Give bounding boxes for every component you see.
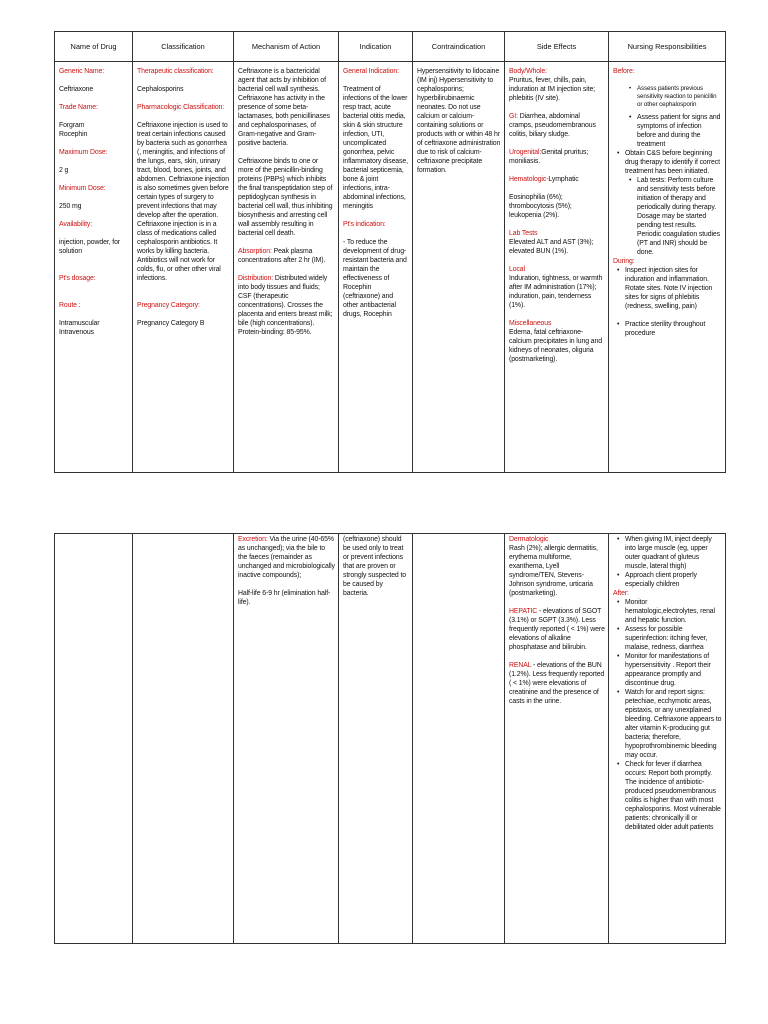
before-label: Before:: [613, 68, 635, 75]
during-list: [613, 266, 722, 338]
moa-paragraph-1: Ceftriaxone is a bactericidal agent that acts by inhibition of bacterial cell wall synthesis. Ceftriaxone has activity in the presence of some beta-lactamases, both penicillinases and cephalosporinases, of Gram-negative and Gram-positive bacteria.: [238, 68, 330, 147]
dermatologic-text: Rash (2%); allergic dermatitis, erythema multiforme, exanthema, Lyell syndrome/TEN, Stevens-Johnson syndrome, urticaria (postmarketing).: [509, 545, 598, 597]
hematologic-label: Hematologic-: [509, 176, 549, 183]
absorption-text: Peak plasma concentrations after 2 hr (IM).: [238, 248, 326, 264]
cell-contraindication: [413, 62, 505, 473]
route-value: Intramuscular Intravenous: [59, 320, 100, 336]
renal-text: - elevations of the BUN (1.2%). Less frequently reported ( < 1%) were elevations of creatinine and the presence of casts in the urine.: [509, 662, 605, 705]
pt-indication-text-cont: (ceftriaxone) should be used only to treat or prevent infections that are proven or strongly suspected to be caused by bacteria.: [343, 536, 407, 597]
lab-tests-label: Lab Tests: [509, 230, 538, 237]
trade-name-value-1: Forgram: [59, 122, 85, 129]
content-row-continued: [55, 534, 726, 944]
gi-effects: [509, 112, 605, 139]
list-item: • Watch for and report signs: petechiae, ecchymotic areas, epistaxis, or any unexplained bleeding. Ceftriaxone appears to alter vitamin K-producing gut bacteria; therefore, hypoprothrombinemic bleeding may occur.: [625, 688, 722, 760]
gi-label: GI:: [509, 113, 518, 120]
hepatic-label: HEPATIC: [509, 608, 538, 615]
hepatic-text: - elevations of SGOT (3.1%) or SGPT (3.3%). Less frequently reported ( < 1%) were elevations of alkaline phosphatase and bilirubin.: [509, 608, 605, 651]
after-label: After:: [613, 590, 629, 597]
list-item: • Obtain C&S before beginning drug therapy to identify if correct treatment has been initiated.: [625, 149, 722, 176]
misc-label: Miscellaneous: [509, 320, 552, 327]
list-item: • Check for fever if diarrhea occurs: Report both promptly. The incidence of antibiotic-produced pseudomembranous colitis is higher than with most cephalosporins. Most vulnerable patients: chronically ill or debilitated older adult patients: [625, 760, 722, 832]
renal-effects: [509, 661, 605, 706]
trade-name-label: Trade Name:: [59, 104, 98, 111]
distribution-text: Distributed widely into body tissues and fluids; CSF (therapeutic concentrations). Crosses the placenta and enters breast milk; bile (high concentrations). Protein-binding: 85-95%.: [238, 275, 333, 336]
list-item: • Inspect injection sites for induration and inflammation. Rotate sites. Note IV injection sites for signs of phlebitis (redness, swelling, pain): [625, 266, 722, 311]
pt-indication-label: Pt's indication:: [343, 221, 386, 228]
moa-paragraph-2: Ceftriaxone binds to one or more of the penicillin-binding proteins (PBPs) which inhibits the final transpeptidation step of peptidoglycan synthesis in bacterial cell wall, thus inhibiting biosynthesis and arresting cell wall assembly resulting in bacterial cell death.: [238, 158, 333, 237]
cell-name-of-drug: [55, 62, 133, 473]
dermatologic-label: Dermatologic: [509, 536, 549, 543]
cell-side-effects-cont: [505, 534, 609, 944]
cell-mechanism-cont: [234, 534, 339, 944]
cell-indication: [339, 62, 413, 473]
local-label: Local: [509, 266, 525, 273]
hematologic-heading: [509, 175, 605, 184]
pharmacologic-class-text: Ceftriaxone injection is used to treat certain infections caused by bacteria such as gonorrhea (, meningitis, and infections of the lungs, ears, skin, urinary tract, blood, bones, joints, and abdomen. Ceftriaxone injection is also sometimes given before certain types of surgery to prevent infections that may develop after the operation. Ceftriaxone injection is in a class of medications called cephalosporin antibiotics. It works by killing bacteria. Antibiotics will not work for colds, flu, or other other viral infections.: [137, 122, 229, 282]
general-indication-text: Treatment of infections of the lower resp tract, acute bacterial otitis media, skin & skin structure infection, UTI, uncomplicated gonorrhea, pelvic inflammatory disease, bacterial septicemia, bone & joint infections, intra-abdominal infections, meningitis: [343, 86, 408, 210]
header-side-effects: Side Effects: [505, 32, 609, 62]
drug-study-table-page-1: [54, 31, 726, 473]
pregnancy-category-value: Pregnancy Category B: [137, 320, 205, 327]
pregnancy-category-label: Pregnancy Category:: [137, 302, 200, 309]
renal-label: RENAL: [509, 662, 532, 669]
excretion-label: Excretion:: [238, 536, 268, 543]
availability-label: Availability:: [59, 221, 93, 228]
before-list: [613, 85, 722, 149]
hematologic-text: Eosinophilia (6%); thrombocytosis (5%); leukopenia (2%).: [509, 194, 572, 219]
generic-name-label: Generic Name:: [59, 68, 105, 75]
list-item: • Assess for possible superinfection: itching fever, malaise, redness, diarrhea: [625, 625, 722, 652]
general-indication-label: General Indication:: [343, 68, 399, 75]
list-item: • Assess patients previous sensitivity reaction to penicillin or other cephalosporin: [637, 85, 722, 109]
header-mechanism: Mechanism of Action: [234, 32, 339, 62]
content-row: [55, 62, 726, 473]
header-contraindication: Contraindication: [413, 32, 505, 62]
hepatic-effects: [509, 607, 605, 652]
list-item: • Assess patient for signs and symptoms of infection before and during the treatment: [637, 113, 722, 149]
cell-nursing: [609, 62, 726, 473]
contraindication-text: Hypersensitivity to lidocaine (IM inj) Hypersensitivity to cephalosporins; hyperbilirubinaemic neonates. Do not use calcium or calcium-containing solutions or products with or within 48 hr of ceftriaxone administration due to risk of calcium-ceftriaxone precipitate formation.: [417, 68, 501, 174]
during-label: During:: [613, 258, 635, 265]
header-row: [55, 32, 726, 62]
cell-nursing-cont: [609, 534, 726, 944]
half-life: Half-life 6-9 hr (elimination half-life).: [238, 590, 331, 606]
misc-text: Edema, fatal ceftriaxone-calcium precipitates in lung and kidneys of neonates, oliguria (postmarketing).: [509, 329, 602, 363]
after-list: [613, 598, 722, 832]
pharmacologic-class-label: Pharmacologic Classification:: [137, 104, 225, 111]
trade-name-value-2: Rocephin: [59, 131, 88, 138]
minimum-dose-value: 250 mg: [59, 203, 82, 210]
therapeutic-class-value: Cephalosporins: [137, 86, 184, 93]
before-list-2: [613, 149, 722, 176]
cell-contraindication-cont: [413, 534, 505, 944]
minimum-dose-label: Minimum Dose:: [59, 185, 106, 192]
header-classification: Classification: [133, 32, 234, 62]
maximum-dose-label: Maximum Dose:: [59, 149, 108, 156]
gi-text: Diarrhea, abdominal cramps, pseudomembranous colitis, biliary sludge.: [509, 113, 596, 138]
pt-dosage-label: Pt's dosage:: [59, 275, 96, 282]
urogenital-effects: [509, 148, 605, 166]
maximum-dose-value: 2 g: [59, 167, 69, 174]
cell-name-of-drug-cont: [55, 534, 133, 944]
header-name-of-drug: Name of Drug: [55, 32, 133, 62]
header-nursing: Nursing Responsibilities: [609, 32, 726, 62]
cell-side-effects: [505, 62, 609, 473]
excretion: [238, 535, 335, 580]
body-whole-label: Body/Whole:: [509, 68, 547, 75]
list-item: • Monitor hematologic,electrolytes, renal and hepatic function.: [625, 598, 722, 625]
cell-mechanism: [234, 62, 339, 473]
local-text: Induration, tightness, or warmth after IM administration (17%); induration, pain, tenderness (1%).: [509, 275, 603, 309]
list-item: • Approach client properly especially children: [625, 571, 722, 589]
cell-indication-cont: [339, 534, 413, 944]
drug-study-table-page-2: [54, 533, 726, 944]
cell-classification: [133, 62, 234, 473]
lab-tests-text: Elevated ALT and AST (3%); elevated BUN (1%).: [509, 239, 594, 255]
cell-classification-cont: [133, 534, 234, 944]
excretion-text: Via the urine (40-65% as unchanged); via the bile to the faeces (remainder as unchanged and microbiologically inactive compounds);: [238, 536, 335, 579]
absorption: [238, 247, 335, 265]
list-item: • Practice sterility throughout procedure: [625, 320, 722, 338]
pt-indication-text: - To reduce the development of drug-resistant bacteria and maintain the effectiveness of Rocephin (ceftriaxone) and other antibacterial drugs, Rocephin: [343, 239, 407, 318]
before-list-3: [613, 176, 722, 257]
urogenital-text: Genital pruritus; moniliasis.: [509, 149, 589, 165]
generic-name-value: Ceftriaxone: [59, 86, 94, 93]
hematologic-suffix: Lymphatic: [548, 176, 579, 183]
during-list-cont: [613, 535, 722, 589]
therapeutic-class-label: Therapeutic classification:: [137, 68, 214, 75]
absorption-label: Absorption:: [238, 248, 272, 255]
distribution: [238, 274, 335, 337]
header-indication: Indication: [339, 32, 413, 62]
urogenital-label: Urogenital:: [509, 149, 542, 156]
body-whole-text: Pruritus, fever, chills, pain, induration at IM injection site; phlebitis (IV site).: [509, 77, 596, 102]
list-item: • Lab tests: Perform culture and sensitivity tests before initiation of therapy and periodically during therapy. Dosage may be started pending test results. Periodic coagulation studies (PT and INR) should be done.: [637, 176, 722, 257]
availability-value: injection, powder, for solution: [59, 239, 120, 255]
distribution-label: Distribution:: [238, 275, 274, 282]
list-item: • When giving IM, inject deeply into large muscle (eg, upper outer quadrant of gluteus muscle, lateral thigh): [625, 535, 722, 571]
route-label: Route :: [59, 302, 81, 309]
list-item: • Monitor for manifestations of hypersensitivity . Report their appearance promptly and discontinue drug.: [625, 652, 722, 688]
